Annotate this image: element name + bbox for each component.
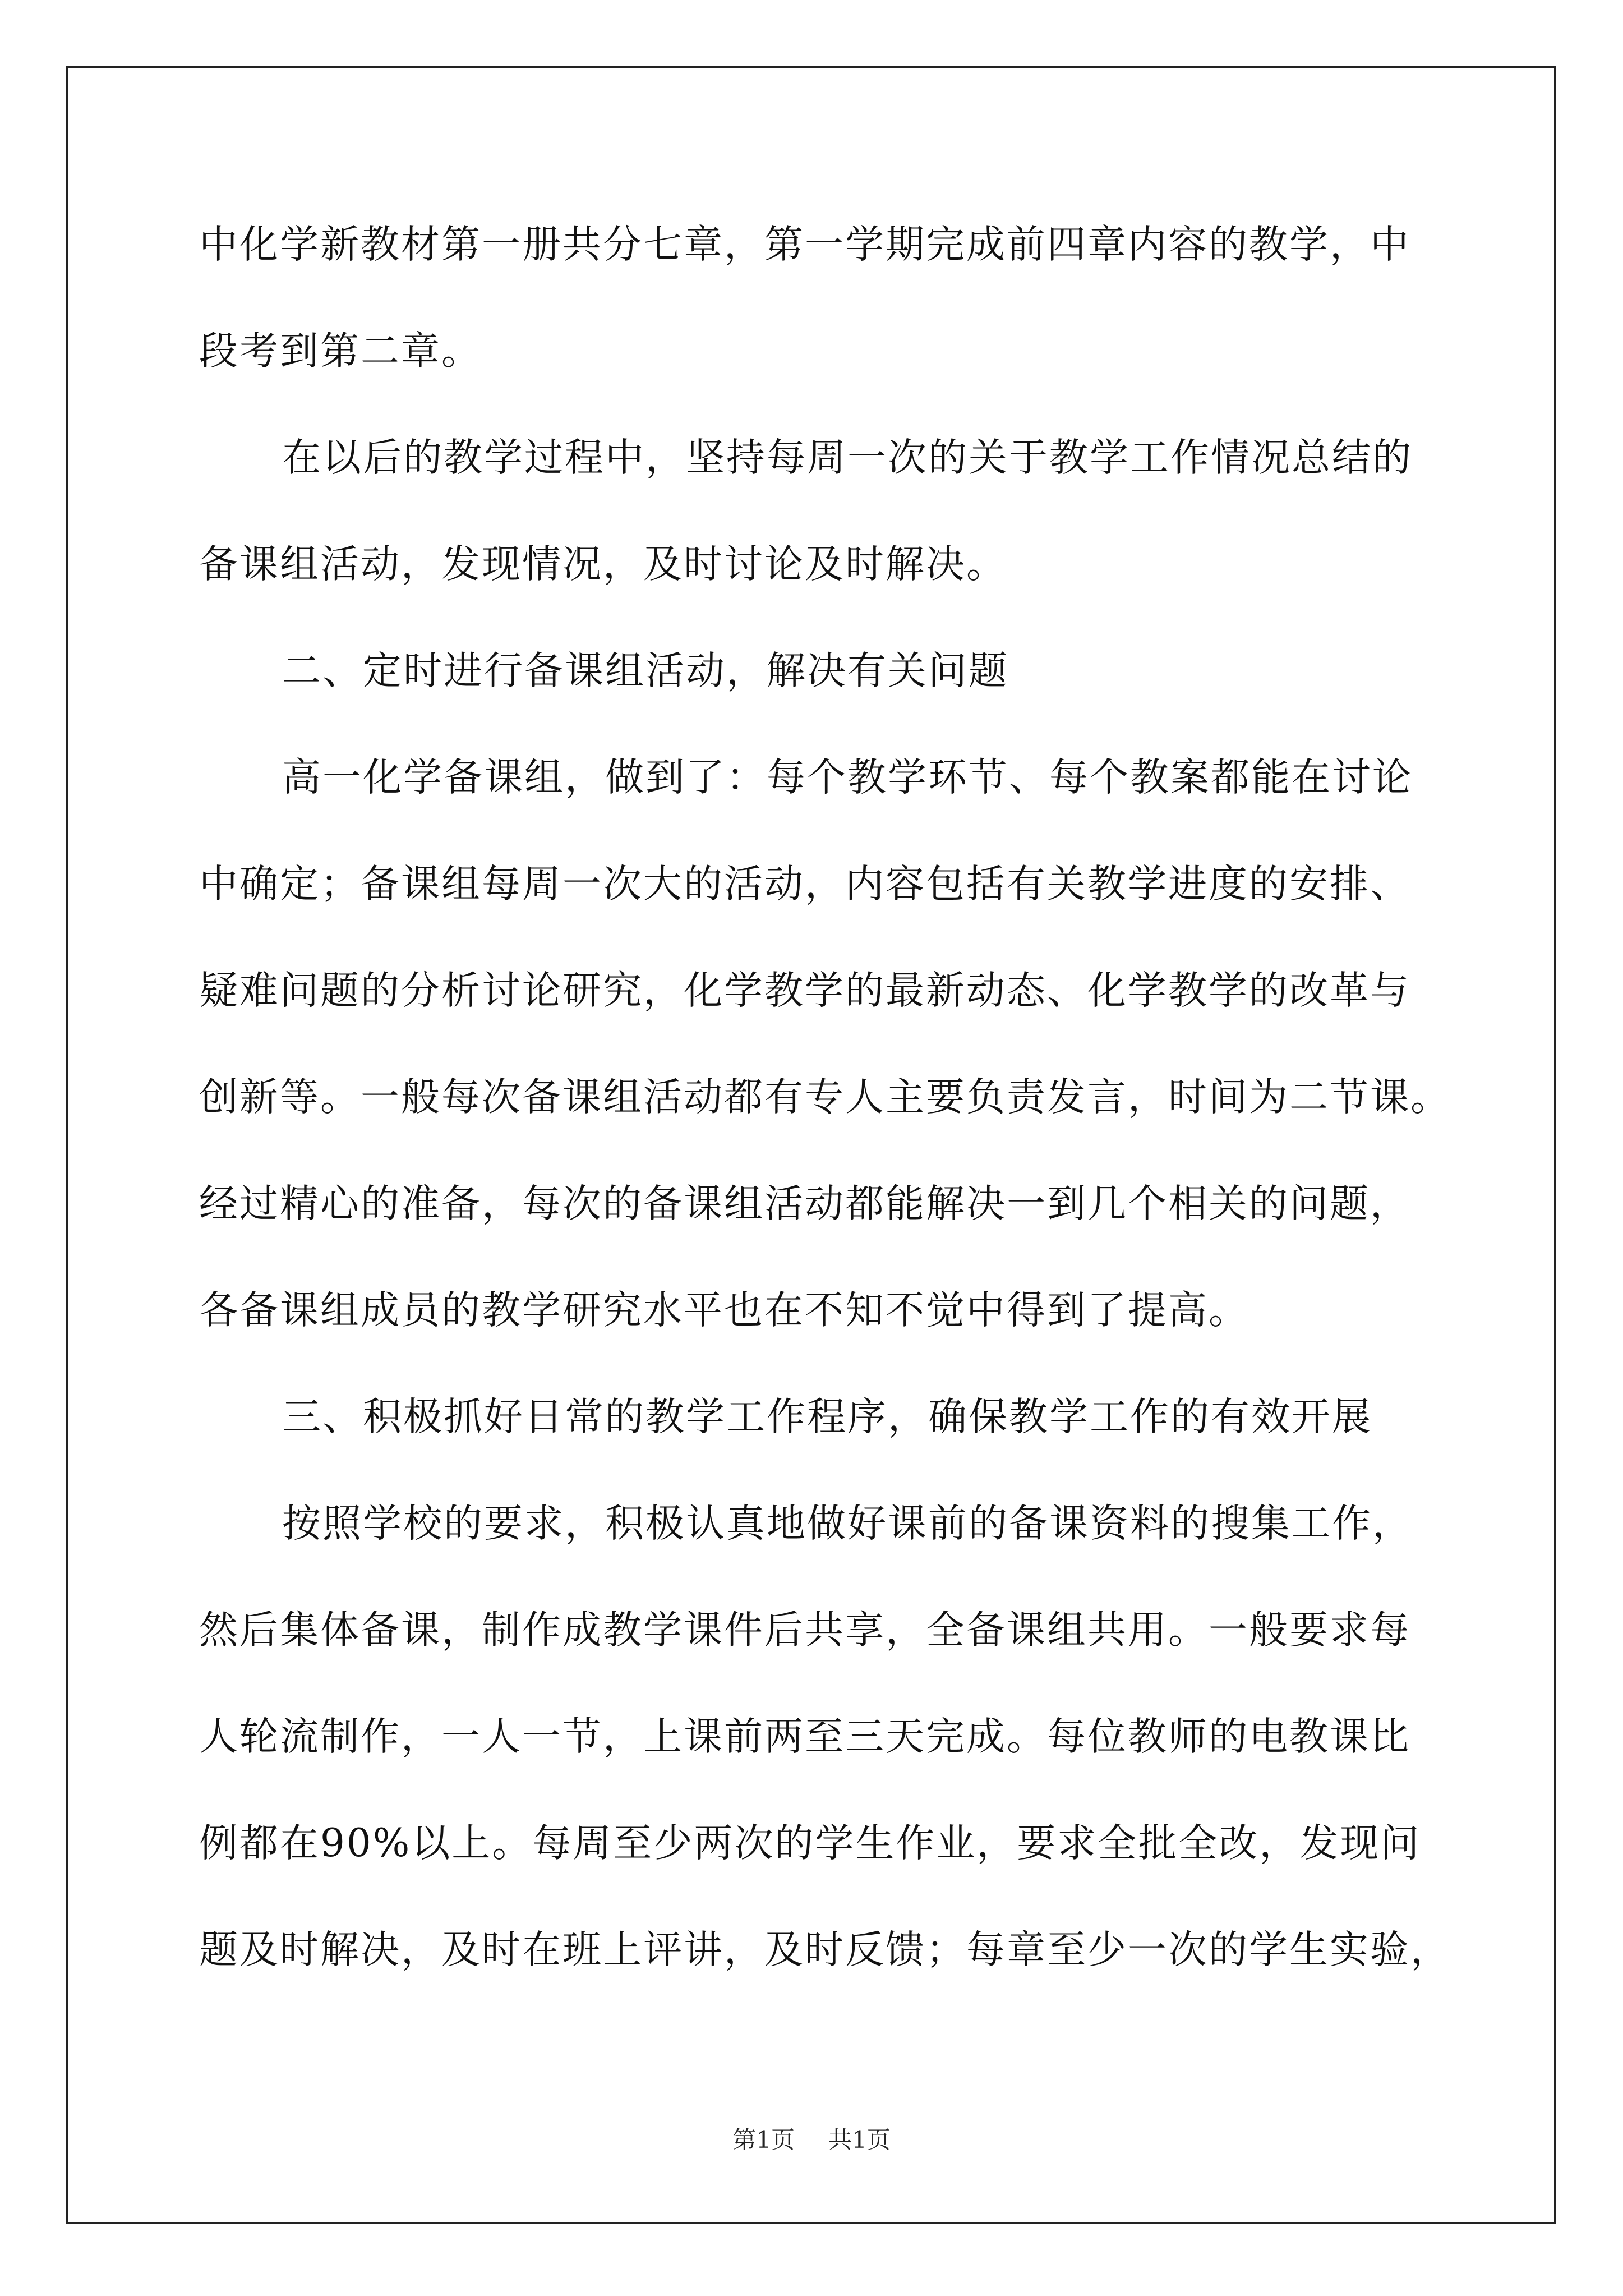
text-line: 中化学新教材第一册共分七章，第一学期完成前四章内容的教学，中	[199, 222, 1410, 267]
text-line: 人轮流制作，一人一节，上课前两至三天完成。每位教师的电教课比	[199, 1714, 1410, 1759]
page-total: 共1页	[828, 2126, 891, 2154]
page-footer	[0, 2126, 1623, 2154]
section-heading: 三、积极抓好日常的教学工作程序，确保教学工作的有效开展	[282, 1395, 1372, 1439]
page-border	[66, 66, 1556, 2224]
text-line: 题及时解决，及时在班上评讲，及时反馈；每章至少一次的学生实验，	[199, 1927, 1451, 1972]
text-line: 疑难问题的分析讨论研究，化学教学的最新动态、化学教学的改革与	[199, 968, 1410, 1013]
text-line: 经过精心的准备，每次的备课组活动都能解决一到几个相关的问题，	[199, 1181, 1410, 1226]
text-line: 在以后的教学过程中，坚持每周一次的关于教学工作情况总结的	[282, 435, 1413, 480]
text-line: 备课组活动，发现情况，及时讨论及时解决。	[199, 542, 1007, 587]
text-line: 按照学校的要求，积极认真地做好课前的备课资料的搜集工作，	[282, 1501, 1413, 1546]
text-line: 创新等。一般每次备课组活动都有专人主要负责发言，时间为二节课。	[199, 1075, 1451, 1120]
text-line: 中确定；备课组每周一次大的活动，内容包括有关教学进度的安排、	[199, 862, 1410, 907]
section-heading: 二、定时进行备课组活动，解决有关问题	[282, 648, 1009, 693]
text-line: 各备课组成员的教学研究水平也在不知不觉中得到了提高。	[199, 1288, 1249, 1333]
text-line: 然后集体备课，制作成教学课件后共享，全备课组共用。一般要求每	[199, 1608, 1410, 1653]
text-line: 高一化学备课组，做到了：每个教学环节、每个教案都能在讨论	[282, 755, 1413, 800]
text-line: 段考到第二章。	[199, 329, 482, 374]
text-line: 例都在90%以上。每周至少两次的学生作业，要求全批全改，发现问	[199, 1821, 1421, 1866]
page-number: 第1页	[732, 2126, 795, 2154]
